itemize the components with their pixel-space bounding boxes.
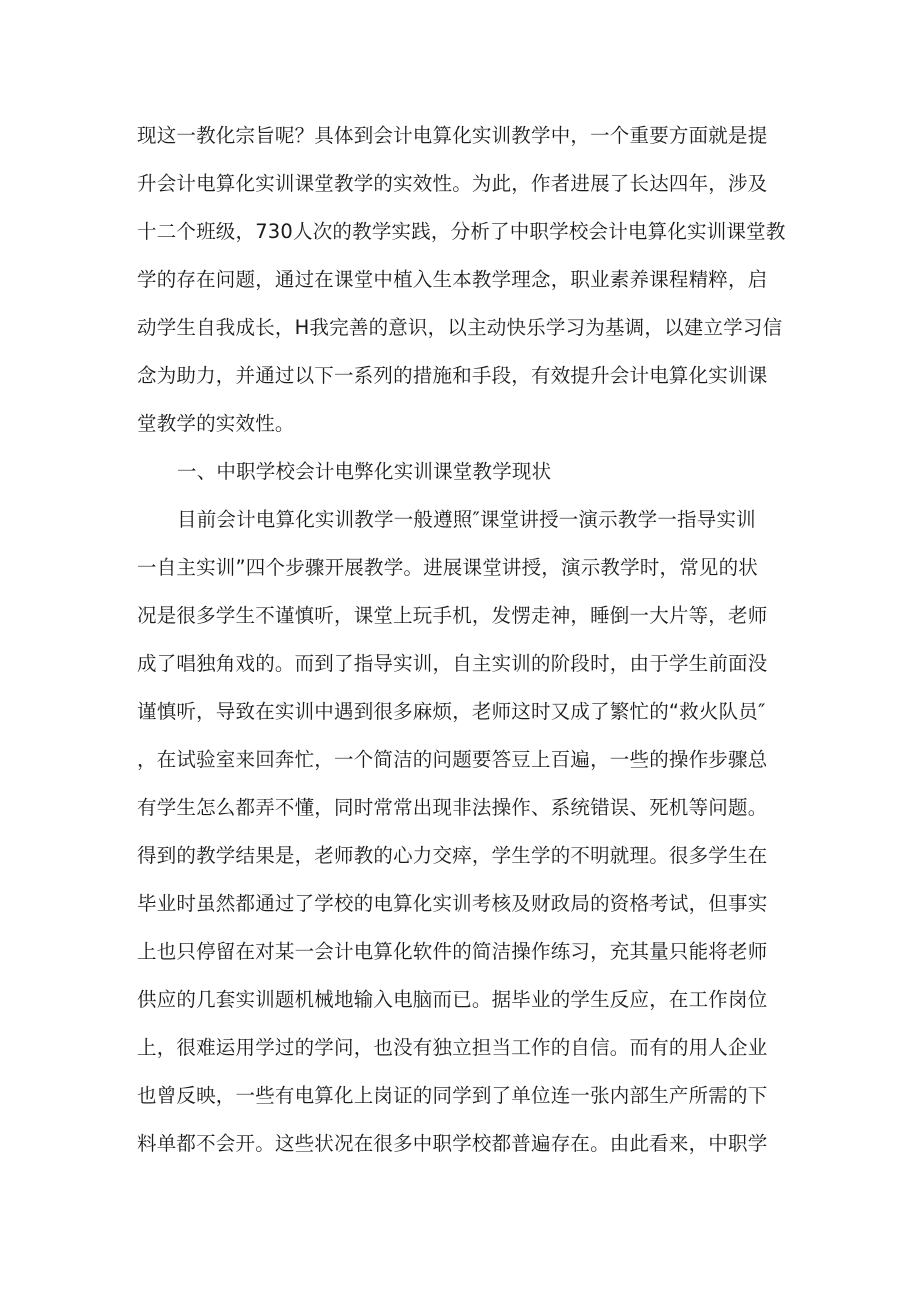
text-line: 动学生自我成长，H我完善的意识，以主动快乐学习为基调，以建立学习信 <box>137 316 783 339</box>
text-line: ，在试验室来回奔忙，一个简洁的问题要答豆上百遍，一些的操作步骤总 <box>137 748 768 771</box>
text-line: 供应的几套实训题机械地输入电脑而已。据毕业的学生反应，在工作岗位 <box>137 988 768 1011</box>
text-line: 升会计电算化实训课堂教学的实效性。为此，作者进展了长达四年，涉及 <box>137 172 768 195</box>
text-line: 上，很难运用学过的学问，也没有独立担当工作的自信。而有的用人企业 <box>137 1036 768 1059</box>
text-line: 谨慎听，导致在实训中遇到很多麻烦，老师这时又成了繁忙的“救火队员″ <box>137 700 766 723</box>
text-line: 毕业时虽然都通过了学校的电算化实训考核及财政局的资格考试，但事实 <box>137 892 768 915</box>
section-heading: 一、中职学校会计电弊化实训课堂教学现状 <box>177 460 552 483</box>
text-line: 成了唱独角戏的。而到了指导实训，自主实训的阶段时，由于学生前面没 <box>137 652 768 675</box>
text-line: 也曾反映，一些有电算化上岗证的同学到了单位连一张内部生产所需的下 <box>137 1084 768 1107</box>
text-line: 上也只停留在对某一会计电算化软件的简洁操作练习，充其量只能将老师 <box>137 940 768 963</box>
text-line: 一自主实训”四个步骤开展教学。进展课堂讲授，演示教学时，常见的状 <box>137 556 759 579</box>
text-line: 况是很多学生不谨慎听，课堂上玩手机，发愣走神，睡倒一大片等，老师 <box>137 604 768 627</box>
text-line: 现这一教化宗旨呢？具体到会计电算化实训教学中，一个重要方面就是提 <box>137 124 768 147</box>
text-line: 料单都不会开。这些状况在很多中职学校都普遍存在。由此看来，中职学 <box>137 1132 768 1155</box>
text-line: 目前会计电算化实训教学一般遵照″课堂讲授一演示教学一指导实训 <box>177 508 756 531</box>
text-line: 念为助力，并通过以下一系列的措施和手段，有效提升会计电算化实训课 <box>137 364 768 387</box>
text-line: 有学生怎么都弄不懂，同时常常出现非法操作、系统错误、死机等问题。 <box>137 796 768 819</box>
text-line: 得到的教学结果是，老师教的心力交瘁，学生学的不明就理。很多学生在 <box>137 844 768 867</box>
text-line: 学的存在问题，通过在课堂中植入生本教学理念，职业素养课程精粹，启 <box>137 268 768 291</box>
text-line: 堂教学的实效性。 <box>137 412 295 435</box>
text-line: 十二个班级，730人次的教学实践，分析了中职学校会计电算化实训课堂教 <box>137 220 786 243</box>
